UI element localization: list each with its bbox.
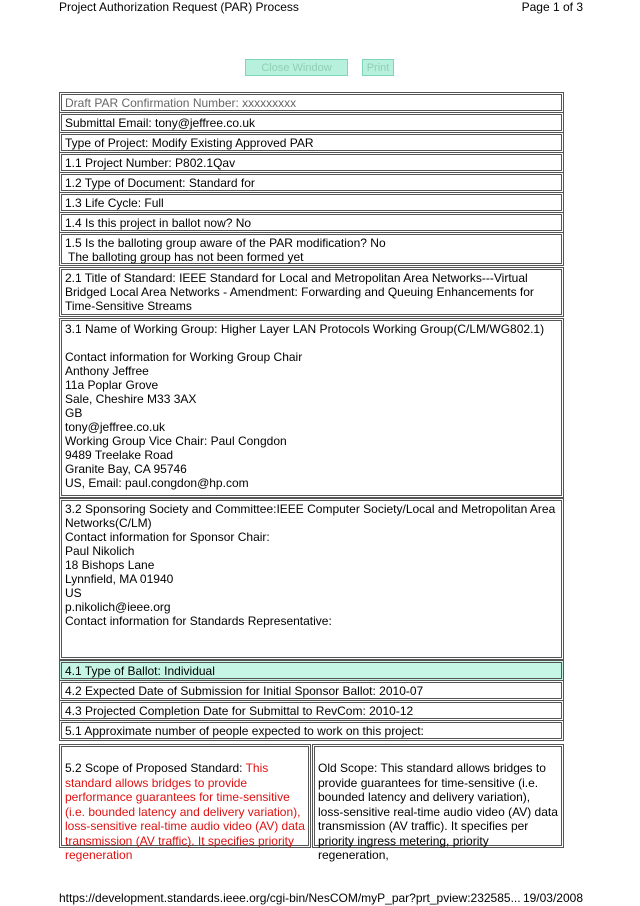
completion-date: 4.3 Projected Completion Date for Submittal to RevCom: 2010-12 [59, 700, 564, 721]
print-button[interactable]: Print [362, 59, 394, 76]
in-ballot: 1.4 Is this project in ballot now? No [59, 212, 564, 233]
submission-date: 4.2 Expected Date of Submission for Initial Sponsor Ballot: 2010-07 [59, 680, 564, 701]
page-title: Project Authorization Request (PAR) Process [59, 0, 299, 14]
title-of-standard: 2.1 Title of Standard: IEEE Standard for Local and Metropolitan Area Networks---Virtual Bridged Local Area Networks - Amendment: Forwarding and Queuing Enhancements for Time-Sensitive Streams [59, 267, 564, 317]
wg-vice-chair-address-2: Granite Bay, CA 95746 [65, 462, 187, 476]
type-of-ballot: 4.1 Type of Ballot: Individual [59, 660, 564, 681]
sponsor-chair-heading: Contact information for Sponsor Chair: [65, 530, 270, 544]
number-of-people: 5.1 Approximate number of people expected to work on this project: [59, 720, 564, 741]
page-header [59, 0, 583, 16]
sponsor-committee: 3.2 Sponsoring Society and Committee:IEEE Computer Society/Local and Metropolitan Area Networks(C/LM) [65, 502, 556, 530]
page-footer [59, 891, 583, 906]
page-number: Page 1 of 3 [521, 0, 583, 14]
type-of-document: 1.2 Type of Document: Standard for [59, 172, 564, 193]
scope-proposed [59, 744, 311, 862]
standards-rep-heading: Contact information for Standards Representative: [65, 614, 332, 628]
wg-vice-chair-address-1: 9489 Treelake Road [65, 448, 174, 462]
sponsor-email: p.nikolich@ieee.org [65, 600, 171, 614]
footer-date: 19/03/2008 [522, 891, 583, 905]
wg-chair-name: Anthony Jeffree [65, 364, 149, 378]
ballot-aware [59, 232, 564, 266]
working-group-name: 3.1 Name of Working Group: Higher Layer LAN Protocols Working Group(C/LM/WG802.1) [65, 322, 545, 336]
sponsor-section [59, 498, 564, 660]
type-of-project: Type of Project: Modify Existing Approved PAR [59, 132, 564, 153]
wg-chair-address-2: Sale, Cheshire M33 3AX [65, 392, 197, 406]
wg-chair-heading: Contact information for Working Group Chair [65, 350, 303, 364]
scope-text: This standard allows bridges to provide performance guarantees for time-sensitive (i.e. bounded latency and delivery variation), loss-sensitive real-time audio video (AV) data transmission (AV traffic). It specifies priority regeneration [65, 761, 305, 862]
confirmation-number: Draft PAR Confirmation Number: xxxxxxxxx [59, 92, 564, 113]
working-group-section [59, 318, 564, 498]
ballot-aware-note: The balloting group has not been formed yet [68, 250, 304, 264]
life-cycle: 1.3 Life Cycle: Full [59, 192, 564, 213]
wg-vice-chair: Working Group Vice Chair: Paul Congdon [65, 434, 287, 448]
sponsor-address-1: 18 Bishops Lane [65, 558, 155, 572]
scope-label: 5.2 Scope of Proposed Standard: [65, 761, 246, 775]
wg-chair-email: tony@jeffree.co.uk [65, 420, 166, 434]
scope-old: Old Scope: This standard allows bridges to provide guarantees for time-sensitive (i.e. bounded latency and delivery variation), loss-sensitive real-time audio video (AV) data transmission (AV traffic). It specifies per priority ingress metering, priority regeneration, [312, 744, 564, 848]
ballot-aware-question: 1.5 Is the balloting group aware of the PAR modification? No [65, 236, 386, 250]
sponsor-address-2: Lynnfield, MA 01940 [65, 572, 174, 586]
sponsor-chair-name: Paul Nikolich [65, 544, 135, 558]
footer-url: https://development.standards.ieee.org/cgi-bin/NesCOM/myP_par?prt_pview:232585... [59, 891, 521, 905]
project-number: 1.1 Project Number: P802.1Qav [59, 152, 564, 173]
sponsor-country: US [65, 586, 82, 600]
close-window-button[interactable]: Close Window [245, 59, 348, 76]
wg-chair-address-1: 11a Poplar Grove [65, 378, 159, 392]
submittal-email: Submittal Email: tony@jeffree.co.uk [59, 112, 564, 133]
wg-vice-chair-contact: US, Email: paul.congdon@hp.com [65, 476, 249, 490]
wg-chair-country: GB [65, 406, 83, 420]
